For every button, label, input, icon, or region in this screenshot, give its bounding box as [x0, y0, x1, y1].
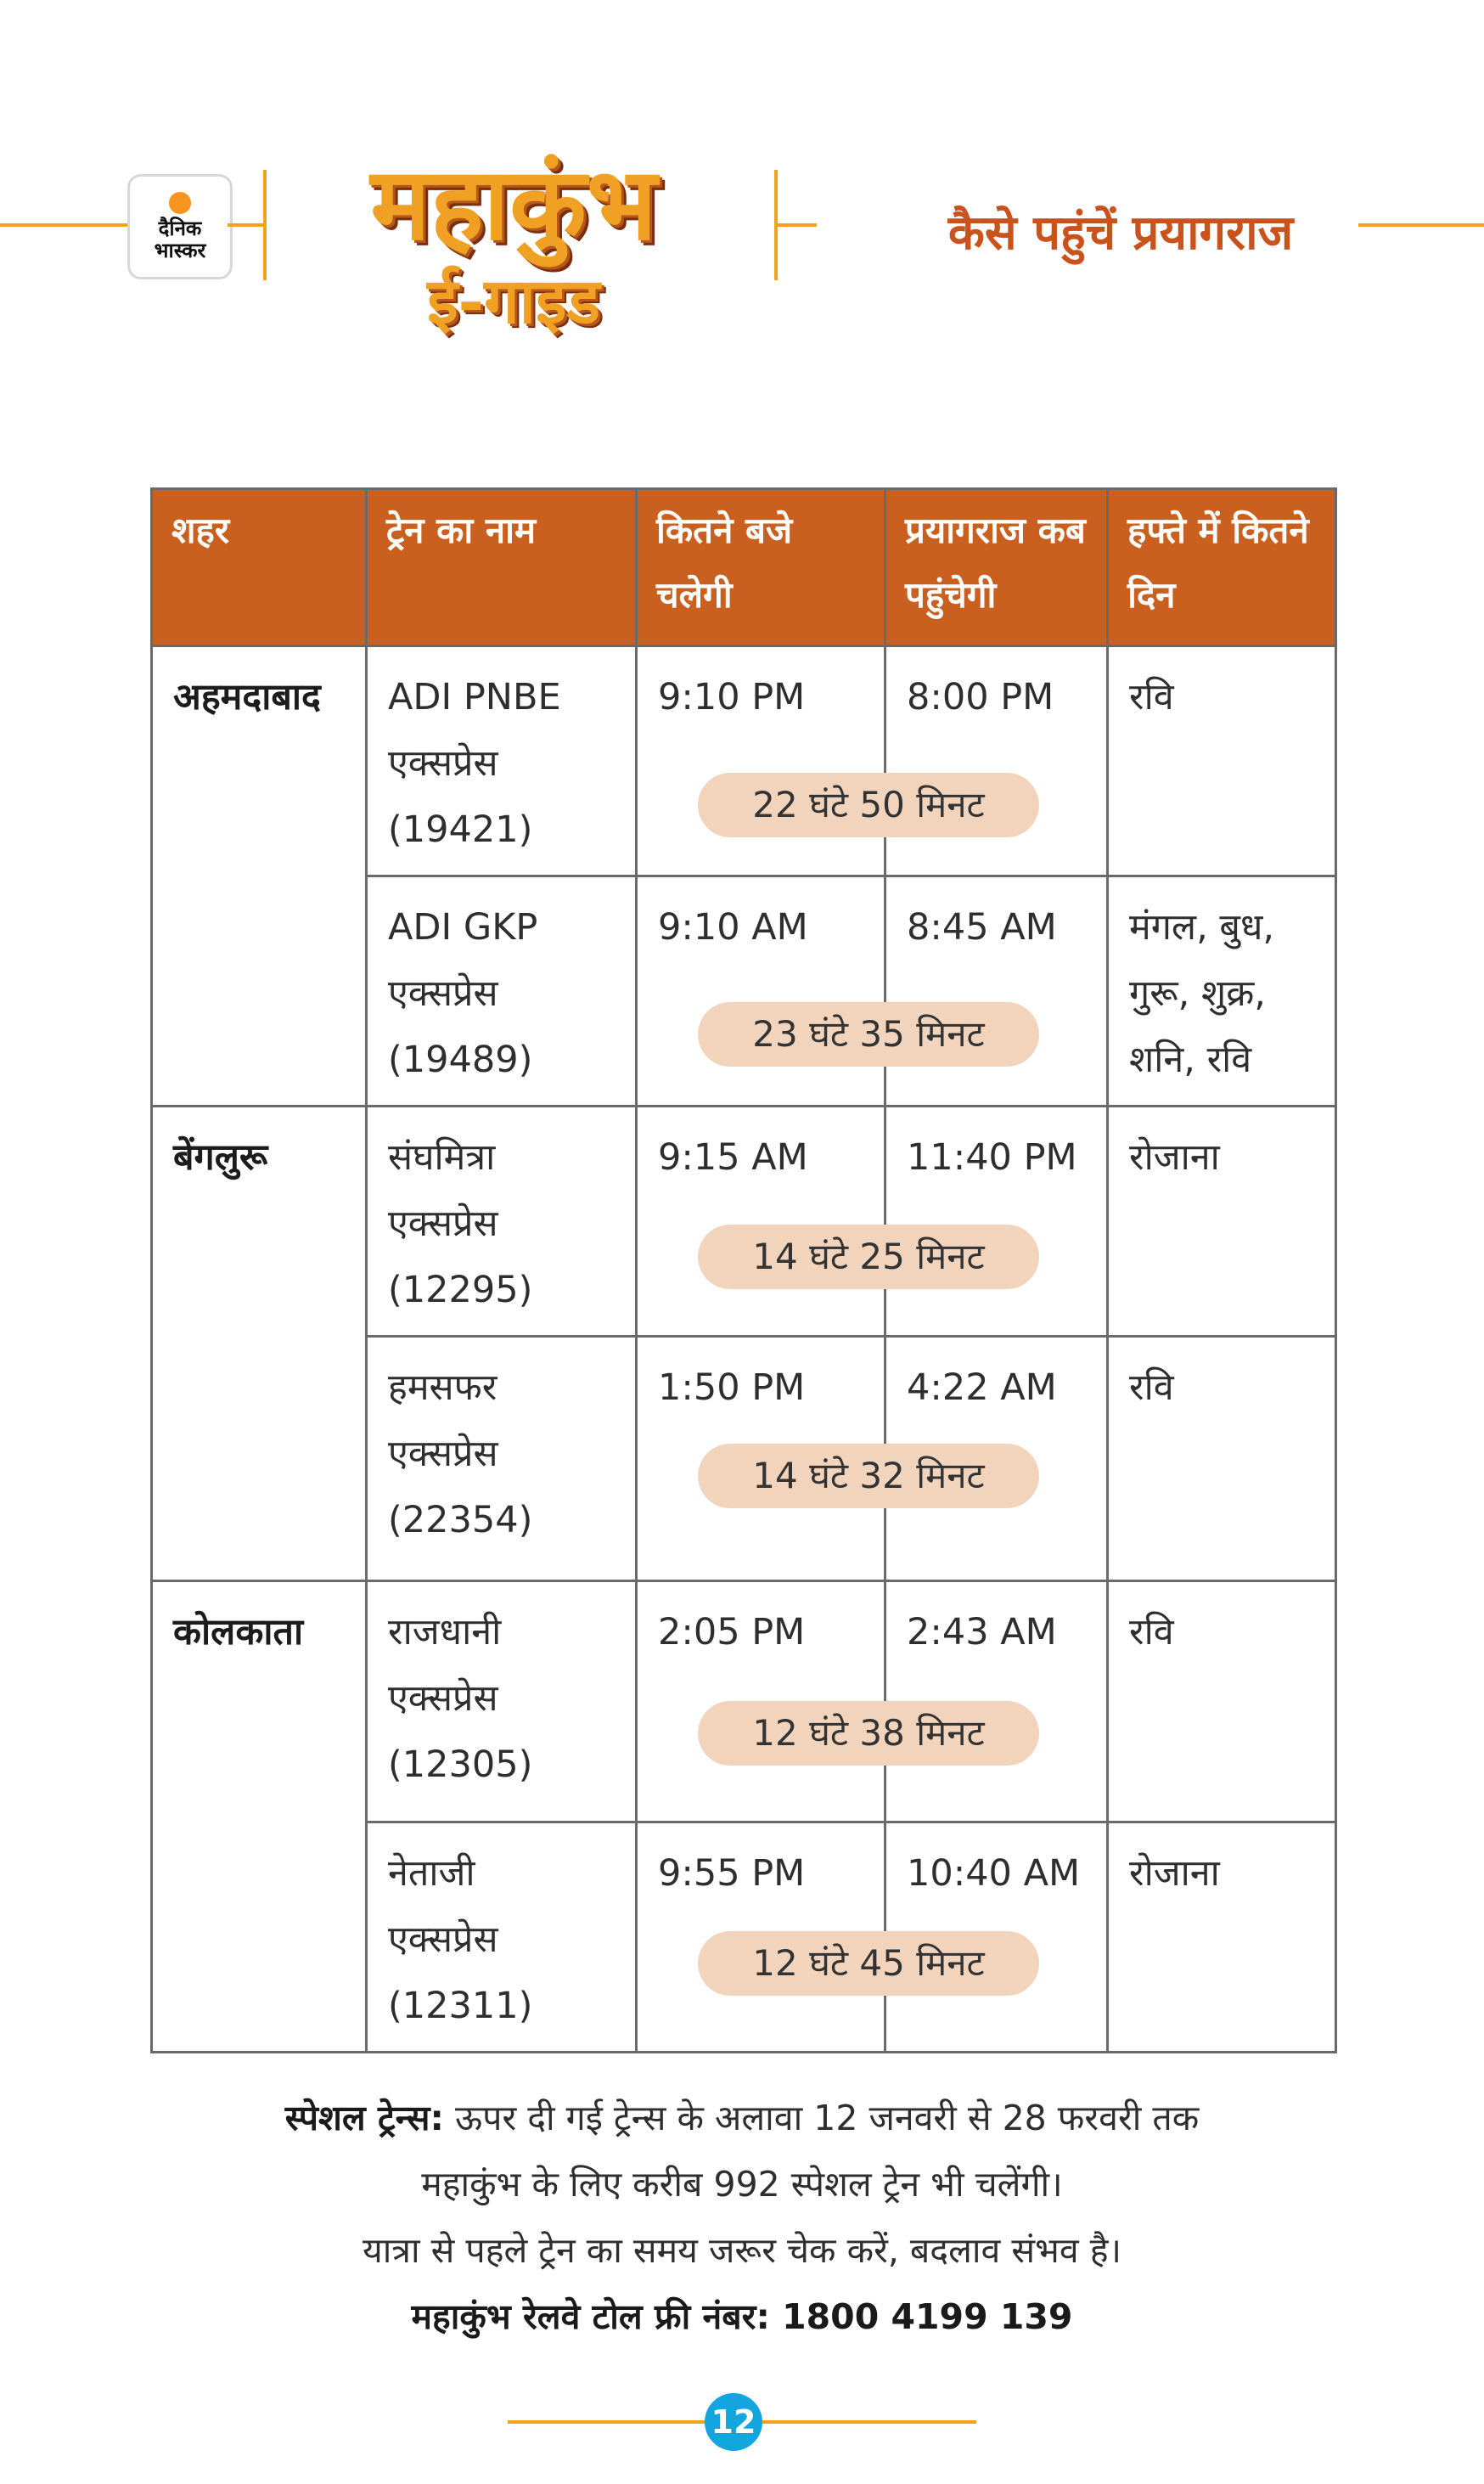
city-cell — [152, 1107, 367, 1337]
page-rule-left — [508, 2420, 705, 2424]
duration-pill: 22 घंटे 50 मिनट — [698, 773, 1039, 837]
train-number: (12311) — [388, 1985, 533, 2027]
departs-cell: 9:55 PM — [637, 1822, 885, 2053]
table-row — [152, 646, 1336, 876]
page-title: कैसे पहुंचें प्रयागराज — [947, 206, 1294, 261]
arrives-cell: 10:40 AM — [885, 1822, 1108, 2053]
train-name-cell — [367, 1337, 637, 1581]
city-name: बेंगलुरू — [173, 1136, 268, 1179]
header-rule-b — [774, 223, 817, 227]
days-cell: रवि — [1108, 646, 1336, 876]
arrives-cell: 8:00 PM — [885, 646, 1108, 876]
col-header-city: शहर — [152, 489, 367, 646]
table-row — [152, 1107, 1336, 1337]
city-cell — [152, 1581, 367, 1822]
city-name: कोलकाता — [173, 1611, 304, 1653]
city-cell — [152, 1337, 367, 1581]
tollfree-number: महाकुंभ रेलवे टोल फ्री नंबर: 1800 4199 139 — [411, 2296, 1073, 2337]
header-rule-left — [0, 223, 127, 227]
departs-cell: 9:10 PM — [637, 646, 885, 876]
days-cell: रवि — [1108, 1581, 1336, 1822]
train-name: हमसफर — [388, 1366, 497, 1409]
dainik-bhaskar-logo — [127, 174, 233, 279]
col-header-days: हफ्ते में कितने दिन — [1108, 489, 1336, 646]
duration-pill: 12 घंटे 45 मिनट — [698, 1931, 1039, 1996]
train-type: एक्सप्रेस — [388, 1677, 498, 1720]
city-name: अहमदाबाद — [173, 676, 321, 718]
header-divider-1 — [263, 170, 267, 280]
days-cell: रोजाना — [1108, 1822, 1336, 2053]
departs-cell: 9:15 AM — [637, 1107, 885, 1337]
col-header-departs: कितने बजे चलेगी — [637, 489, 885, 646]
header-rule-right — [1358, 223, 1484, 227]
train-name-cell — [367, 1581, 637, 1822]
departs-cell: 1:50 PM — [637, 1337, 885, 1581]
departs-cell: 2:05 PM — [637, 1581, 885, 1822]
logo-text: दैनिक भास्कर — [154, 217, 206, 262]
days-cell: रवि — [1108, 1337, 1336, 1581]
duration-pill: 23 घंटे 35 मिनट — [698, 1002, 1039, 1067]
train-name-cell — [367, 646, 637, 876]
train-name: राजधानी — [388, 1611, 502, 1653]
train-name: ADI PNBE — [388, 676, 561, 718]
train-name-cell — [367, 876, 637, 1107]
special-trains-text-2: महाकुंभ के लिए करीब 992 स्पेशल ट्रेन भी चलेंगी। — [421, 2164, 1063, 2205]
arrives-cell: 8:45 AM — [885, 876, 1108, 1107]
arrives-cell: 2:43 AM — [885, 1581, 1108, 1822]
table-row — [152, 876, 1336, 1107]
days-cell: मंगल, बुध, गुरू, शुक्र, शनि, रवि — [1108, 876, 1336, 1107]
brand-title: महाकुंभ — [370, 144, 657, 262]
col-header-train: ट्रेन का नाम — [367, 489, 637, 646]
departs-cell: 9:10 AM — [637, 876, 885, 1107]
table-header-row — [152, 489, 1336, 646]
duration-pill: 14 घंटे 32 मिनट — [698, 1444, 1039, 1508]
advisory-note: यात्रा से पहले ट्रेन का समय जरूर चेक करें, बदलाव संभव है। — [362, 2230, 1122, 2271]
train-name: नेताजी — [388, 1852, 475, 1895]
page-rule-right — [762, 2420, 976, 2424]
days-cell: रोजाना — [1108, 1107, 1336, 1337]
train-type: एक्सप्रेस — [388, 1918, 498, 1961]
train-type: एक्सप्रेस — [388, 1203, 498, 1245]
city-cell — [152, 646, 367, 876]
train-number: (12295) — [388, 1269, 533, 1311]
duration-pill: 14 घंटे 25 मिनट — [698, 1225, 1039, 1289]
header-rule-a — [228, 223, 263, 227]
train-number: (12305) — [388, 1743, 533, 1786]
sun-icon — [169, 192, 191, 214]
train-type: एक्सप्रेस — [388, 1433, 498, 1475]
arrives-cell: 4:22 AM — [885, 1337, 1108, 1581]
arrives-cell: 11:40 PM — [885, 1107, 1108, 1337]
train-number: (19489) — [388, 1039, 533, 1081]
train-type: एक्सप्रेस — [388, 972, 498, 1015]
special-trains-line — [85, 2085, 1399, 2151]
footer-note — [85, 2085, 1399, 2350]
train-name-cell — [367, 1107, 637, 1337]
train-name: संघमित्रा — [388, 1136, 496, 1179]
duration-pill: 12 घंटे 38 मिनट — [698, 1701, 1039, 1766]
train-number: (22354) — [388, 1499, 533, 1541]
brand-subtitle: ई-गाइड — [427, 265, 600, 338]
train-number: (19421) — [388, 808, 533, 851]
city-cell — [152, 1822, 367, 2053]
page-number-badge: 12 — [705, 2393, 762, 2451]
special-trains-text: ऊपर दी गई ट्रेन्स के अलावा 12 जनवरी से 28 फरवरी तक — [454, 2098, 1200, 2138]
col-header-arrives: प्रयागराज कब पहुंचेगी — [885, 489, 1108, 646]
special-trains-label: स्पेशल ट्रेन्स: — [284, 2098, 444, 2138]
train-name-cell — [367, 1822, 637, 2053]
city-cell — [152, 876, 367, 1107]
train-name: ADI GKP — [388, 906, 538, 949]
train-type: एक्सप्रेस — [388, 742, 498, 785]
